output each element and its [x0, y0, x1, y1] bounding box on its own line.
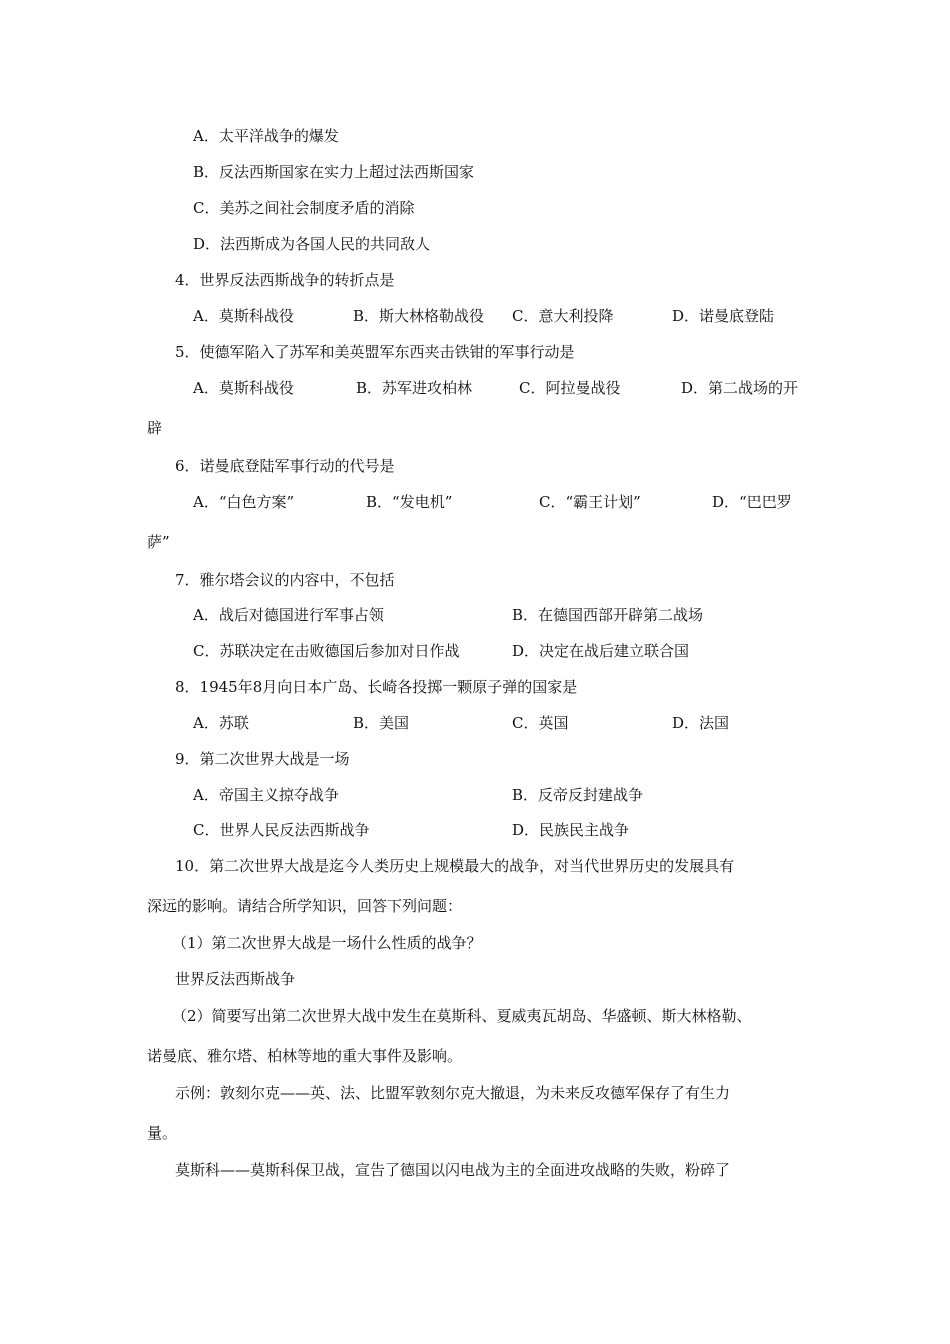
q9-option-b: B．反帝反封建战争 [512, 786, 644, 804]
q6-option-a: A．“白色方案” [193, 493, 295, 511]
q10-example-line-2: 量。 [147, 1124, 178, 1142]
q10-stem-line-2: 深远的影响。请结合所学知识，回答下列问题： [147, 897, 463, 915]
q10-stem-line-1: 10．第二次世界大战是迄今人类历史上规模最大的战争，对当代世界历史的发展具有 [175, 857, 735, 875]
q5-option-d-continuation: 辟 [147, 419, 163, 437]
q7-option-c: C．苏联决定在击败德国后参加对日作战 [193, 642, 460, 660]
q7-stem: 7．雅尔塔会议的内容中，不包括 [175, 571, 395, 589]
q6-stem: 6．诺曼底登陆军事行动的代号是 [175, 457, 395, 475]
q8-option-b: B．美国 [353, 714, 410, 732]
q8-option-c: C．英国 [512, 714, 569, 732]
q4-option-d: D．诺曼底登陆 [672, 307, 775, 325]
q3-option-d: D．法西斯成为各国人民的共同敌人 [193, 235, 431, 253]
q7-option-b: B．在德国西部开辟第二战场 [512, 606, 704, 624]
q5-option-d: D．第二战场的开 [681, 379, 799, 397]
q10-example-line-1: 示例：敦刻尔克——英、法、比盟军敦刻尔克大撤退，为未来反攻德军保存了有生力 [175, 1084, 731, 1102]
q9-option-d: D．民族民主战争 [512, 821, 630, 839]
q9-option-c: C．世界人民反法西斯战争 [193, 821, 370, 839]
q10-moscow-line-1: 莫斯科——莫斯科保卫战，宣告了德国以闪电战为主的全面进攻战略的失败，粉碎了 [175, 1161, 731, 1179]
q6-option-d-continuation: 萨” [147, 533, 170, 551]
q10-sub-question-1: （1）第二次世界大战是一场什么性质的战争？ [172, 934, 482, 952]
q8-option-a: A．苏联 [193, 714, 249, 732]
q5-option-b: B．苏军进攻柏林 [356, 379, 473, 397]
q5-option-c: C．阿拉曼战役 [519, 379, 621, 397]
q4-option-b: B．斯大林格勒战役 [353, 307, 485, 325]
q8-option-d: D．法国 [672, 714, 730, 732]
q10-sub-question-2-line-1: （2）简要写出第二次世界大战中发生在莫斯科、夏威夷瓦胡岛、华盛顿、斯大林格勒、 [172, 1007, 752, 1025]
q8-stem: 8．1945年8月向日本广岛、长崎各投掷一颗原子弹的国家是 [175, 678, 578, 696]
q5-option-a: A．莫斯科战役 [193, 379, 294, 397]
q3-option-b: B．反法西斯国家在实力上超过法西斯国家 [193, 163, 475, 181]
q3-option-a: A．太平洋战争的爆发 [193, 127, 339, 145]
q6-option-b: B．“发电机” [366, 493, 453, 511]
q10-sub-question-2-line-2: 诺曼底、雅尔塔、柏林等地的重大事件及影响。 [147, 1047, 463, 1065]
q4-stem: 4．世界反法西斯战争的转折点是 [175, 271, 395, 289]
q7-option-a: A．战后对德国进行军事占领 [193, 606, 384, 624]
q5-stem: 5．使德军陷入了苏军和美英盟军东西夹击铁钳的军事行动是 [175, 343, 575, 361]
q3-option-c: C．美苏之间社会制度矛盾的消除 [193, 199, 415, 217]
q6-option-c: C．“霸王计划” [539, 493, 641, 511]
q7-option-d: D．决定在战后建立联合国 [512, 642, 690, 660]
q4-option-a: A．莫斯科战役 [193, 307, 294, 325]
q6-option-d: D．“巴巴罗 [712, 493, 792, 511]
q9-option-a: A．帝国主义掠夺战争 [193, 786, 339, 804]
q9-stem: 9．第二次世界大战是一场 [175, 750, 350, 768]
q4-option-c: C．意大利投降 [512, 307, 614, 325]
q10-answer-1: 世界反法西斯战争 [175, 970, 296, 988]
